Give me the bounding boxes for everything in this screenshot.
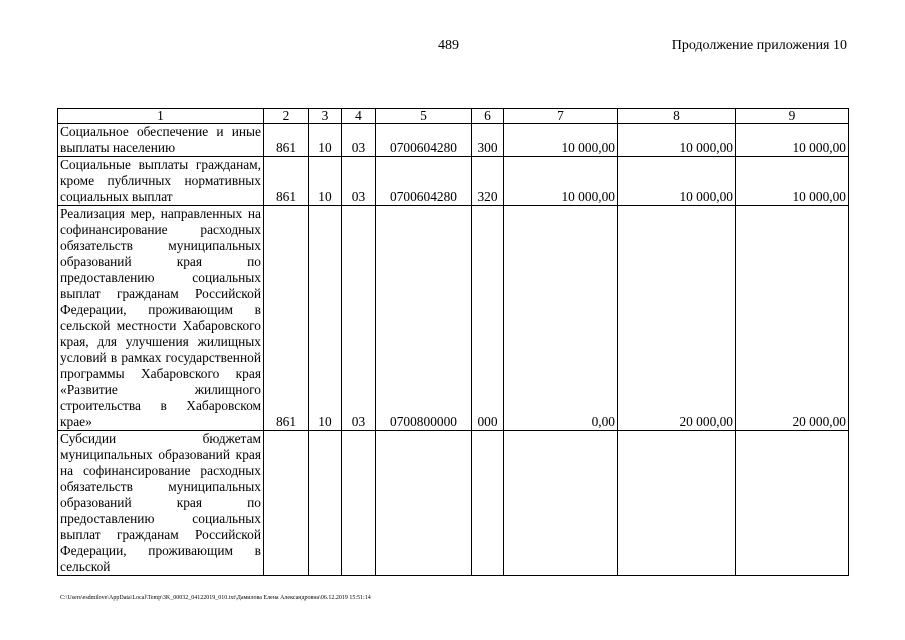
column-header: 1: [58, 109, 264, 124]
amount-col8: 20 000,00: [618, 206, 736, 431]
row-name: Субсидии бюджетам муниципальных образований края на софинансирование расходных обязательств муниципальных образований края по предоставлению социальных выплат гражданам Российской Федерации, проживающим в сельской: [58, 431, 264, 576]
table-row: [58, 124, 849, 157]
amount-col9: [736, 431, 849, 576]
section-code: 10: [309, 157, 342, 206]
column-header: 3: [309, 109, 342, 124]
ministry-code: 861: [264, 157, 309, 206]
expense-type-code: 320: [472, 157, 504, 206]
row-name: Социальные выплаты гражданам, кроме публичных нормативных социальных выплат: [58, 157, 264, 206]
row-name: Социальное обеспечение и иные выплаты населению: [58, 124, 264, 157]
section-code: 10: [309, 124, 342, 157]
ministry-code: 861: [264, 206, 309, 431]
amount-col7: 10 000,00: [504, 157, 618, 206]
expense-type-code: [472, 431, 504, 576]
column-header: 2: [264, 109, 309, 124]
continuation-title: Продолжение приложения 10: [671, 38, 847, 53]
column-header: 4: [342, 109, 376, 124]
file-path-footer: C:\Users\esdmilove\AppData\Local\Temp\3K_00032_04122019_010.txt\Дамилова Елена Александровна\06.12.2019 15:51:14: [60, 595, 371, 601]
column-number-row: [58, 109, 849, 124]
expense-type-code: 300: [472, 124, 504, 157]
amount-col8: 10 000,00: [618, 157, 736, 206]
amount-col7: 0,00: [504, 206, 618, 431]
table-row: [58, 431, 849, 576]
column-header: 8: [618, 109, 736, 124]
target-article-code: [376, 431, 472, 576]
column-header: 6: [472, 109, 504, 124]
amount-col7: [504, 431, 618, 576]
subsection-code: 03: [342, 206, 376, 431]
page-number: 489: [438, 38, 459, 53]
target-article-code: 0700604280: [376, 124, 472, 157]
ministry-code: [264, 431, 309, 576]
section-code: [309, 431, 342, 576]
amount-col9: 10 000,00: [736, 124, 849, 157]
target-article-code: 0700604280: [376, 157, 472, 206]
amount-col9: 20 000,00: [736, 206, 849, 431]
subsection-code: [342, 431, 376, 576]
column-header: 7: [504, 109, 618, 124]
table-row: [58, 206, 849, 431]
amount-col8: 10 000,00: [618, 124, 736, 157]
row-name: Реализация мер, направленных на софинансирование расходных обязательств муниципальных образований края по предоставлению социальных выплат гражданам Российской Федерации, проживающим в сельской местности Хабаровского края, для улучшения жилищных условий в рамках государственной программы Хабаровского края «Развитие жилищного строительства в Хабаровском крае»: [58, 206, 264, 431]
target-article-code: 0700800000: [376, 206, 472, 431]
table-row: [58, 157, 849, 206]
expense-type-code: 000: [472, 206, 504, 431]
budget-table: [57, 108, 849, 576]
ministry-code: 861: [264, 124, 309, 157]
amount-col8: [618, 431, 736, 576]
column-header: 5: [376, 109, 472, 124]
section-code: 10: [309, 206, 342, 431]
column-header: 9: [736, 109, 849, 124]
subsection-code: 03: [342, 124, 376, 157]
amount-col7: 10 000,00: [504, 124, 618, 157]
subsection-code: 03: [342, 157, 376, 206]
amount-col9: 10 000,00: [736, 157, 849, 206]
